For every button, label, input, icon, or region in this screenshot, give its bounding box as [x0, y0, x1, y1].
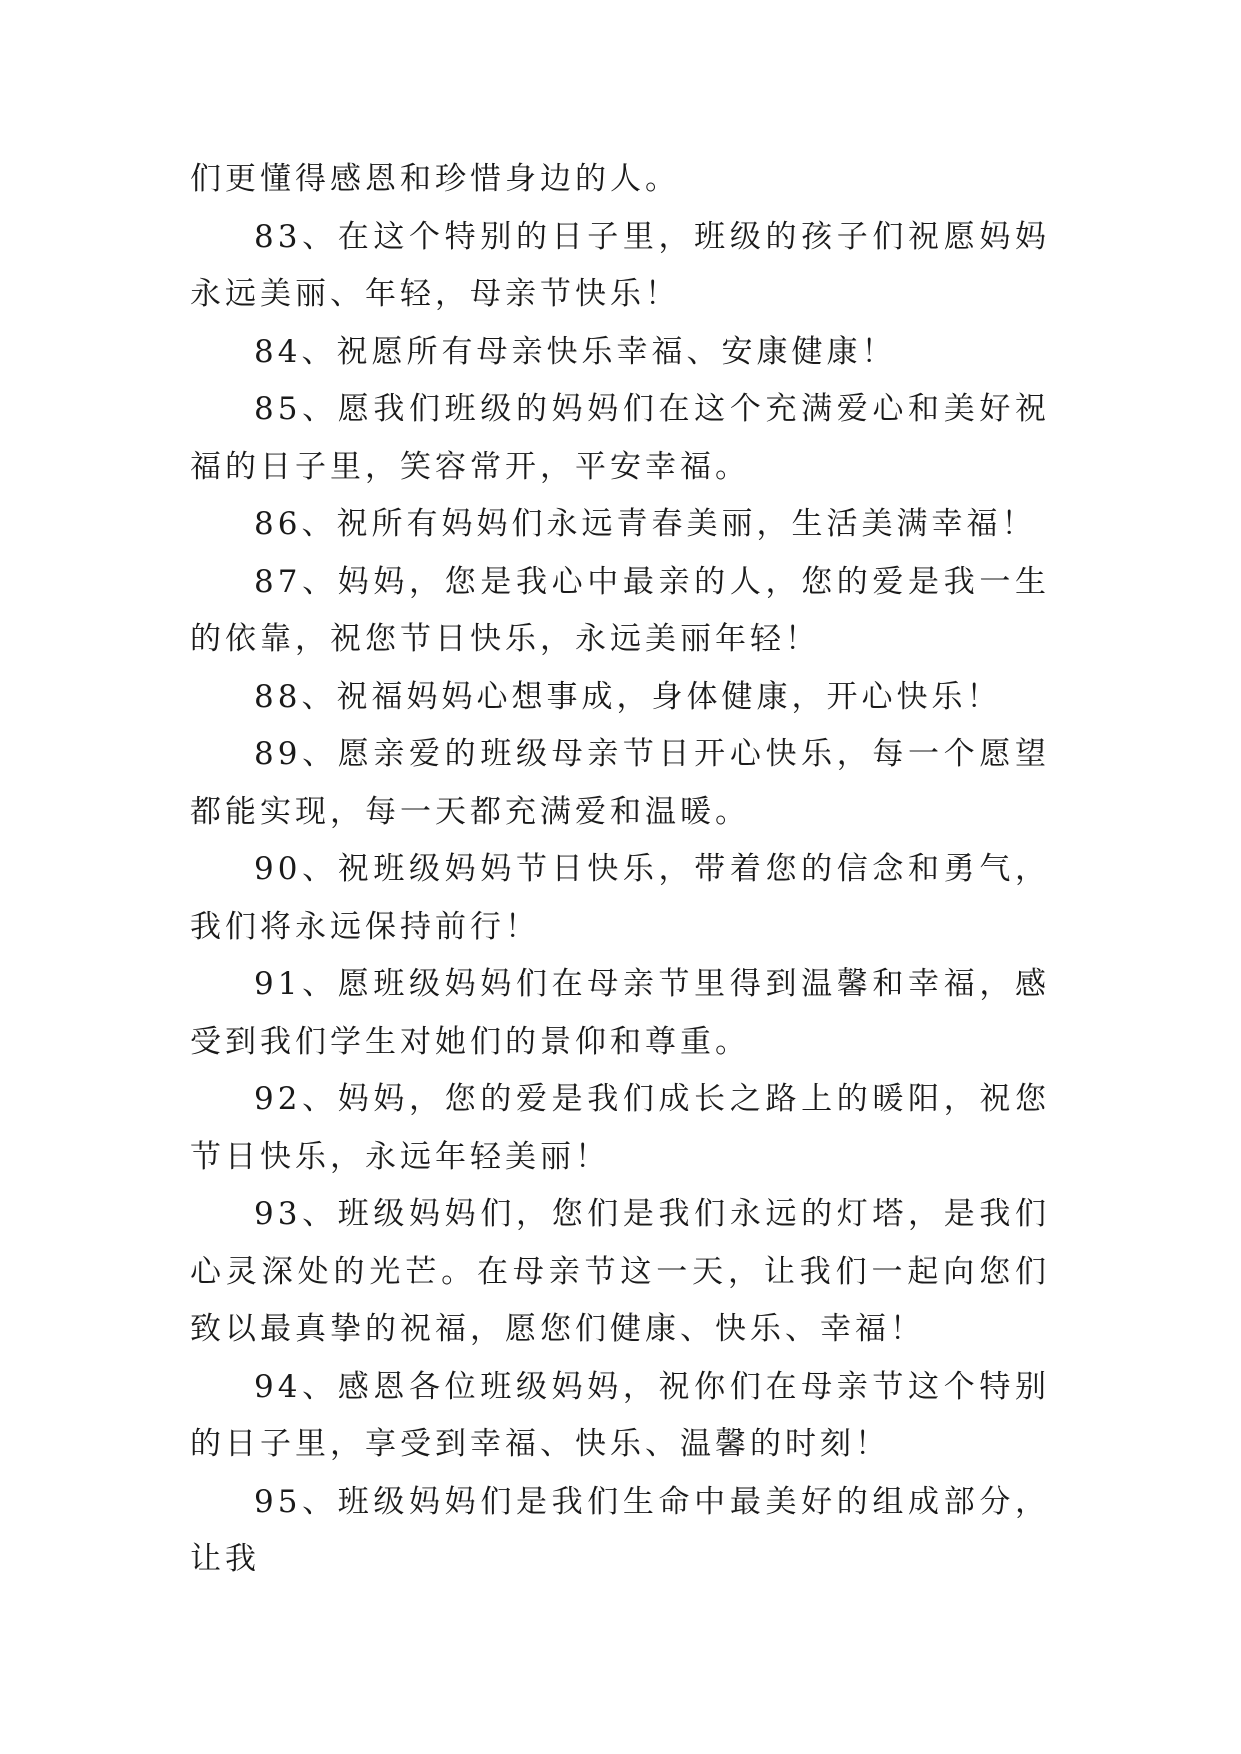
paragraph-92: 92、妈妈，您的爱是我们成长之路上的暖阳，祝您节日快乐，永远年轻美丽！	[190, 1081, 1050, 1175]
paragraph-90: 90、祝班级妈妈节日快乐，带着您的信念和勇气，我们将永远保持前行！	[190, 851, 1050, 945]
paragraph-87: 87、妈妈，您是我心中最亲的人，您的爱是我一生的依靠，祝您节日快乐，永远美丽年轻！	[190, 563, 1050, 657]
paragraph-93: 93、班级妈妈们，您们是我们永远的灯塔，是我们心灵深处的光芒。在母亲节这一天，让我们一起向您们致以最真挚的祝福，愿您们健康、快乐、幸福！	[190, 1196, 1050, 1347]
paragraph-91: 91、愿班级妈妈们在母亲节里得到温馨和幸福，感受到我们学生对她们的景仰和尊重。	[190, 966, 1050, 1060]
paragraph-89: 89、愿亲爱的班级母亲节日开心快乐，每一个愿望都能实现，每一天都充满爱和温暖。	[190, 736, 1050, 830]
document-body	[190, 151, 1050, 1589]
paragraph-95: 95、班级妈妈们是我们生命中最美好的组成部分，让我	[190, 1483, 1050, 1577]
paragraph-84: 84、祝愿所有母亲快乐幸福、安康健康！	[254, 333, 897, 370]
paragraph-86: 86、祝所有妈妈们永远青春美丽，生活美满幸福！	[254, 506, 1037, 542]
paragraph-85: 85、愿我们班级的妈妈们在这个充满爱心和美好祝福的日子里，笑容常开，平安幸福。	[190, 391, 1050, 485]
paragraph-88: 88、祝福妈妈心想事成，身体健康，开心快乐！	[254, 678, 1002, 715]
paragraph-94: 94、感恩各位班级妈妈，祝你们在母亲节这个特别的日子里，享受到幸福、快乐、温馨的时刻！	[190, 1368, 1050, 1462]
paragraph-continuation: 们更懂得感恩和珍惜身边的人。	[190, 161, 680, 197]
paragraph-83: 83、在这个特别的日子里，班级的孩子们祝愿妈妈永远美丽、年轻，母亲节快乐！	[190, 218, 1050, 312]
